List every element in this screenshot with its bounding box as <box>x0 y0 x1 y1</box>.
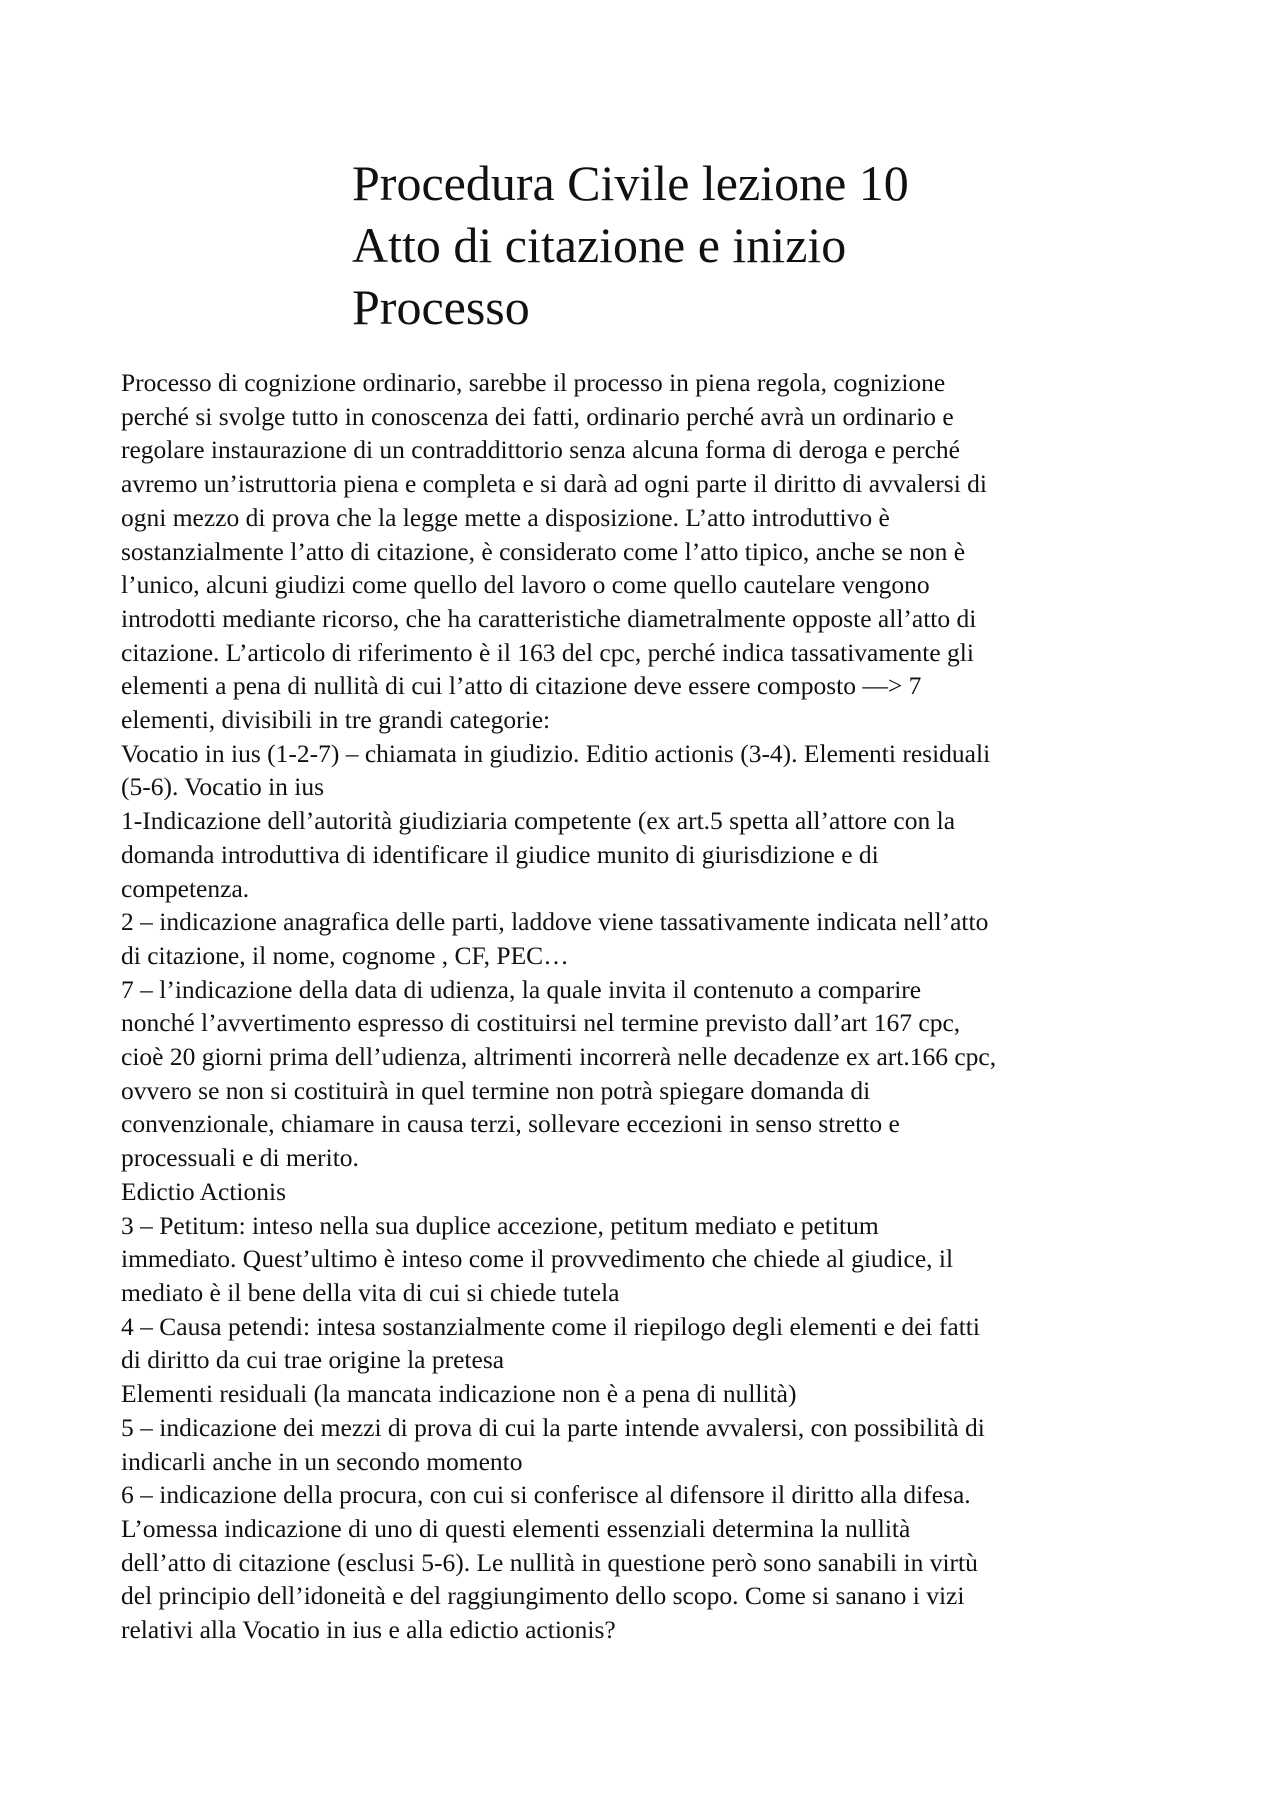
body-line: 2 – indicazione anagrafica delle parti, laddove viene tassativamente indicata nell’atto <box>121 907 989 937</box>
body-line: mediato è il bene della vita di cui si chiede tutela <box>121 1277 620 1307</box>
body-line: Vocatio in ius (1-2-7) – chiamata in giudizio. Editio actionis (3-4). Elementi residuali <box>121 738 991 768</box>
body-line: processuali e di merito. <box>121 1143 359 1173</box>
body-line: introdotti mediante ricorso, che ha caratteristiche diametralmente opposte all’atto di <box>121 603 977 633</box>
body-line: immediato. Quest’ultimo è inteso come il provvedimento che chiede al giudice, il <box>121 1244 954 1274</box>
title-line: Processo <box>352 279 530 335</box>
body-line: convenzionale, chiamare in causa terzi, sollevare eccezioni in senso stretto e <box>121 1109 900 1139</box>
body-line: perché si svolge tutto in conoscenza dei fatti, ordinario perché avrà un ordinario e <box>121 401 954 431</box>
body-line: elementi, divisibili in tre grandi categorie: <box>121 705 551 735</box>
body-line: domanda introduttiva di identificare il giudice munito di giurisdizione e di <box>121 839 879 869</box>
body-line: Edictio Actionis <box>121 1176 287 1206</box>
body-line: avremo un’istruttoria piena e completa e si darà ad ogni parte il diritto di avvalersi di <box>121 469 988 499</box>
body-line: ogni mezzo di prova che la legge mette a disposizione. L’atto introduttivo è <box>121 502 890 532</box>
body-line: 4 – Causa petendi: intesa sostanzialmente come il riepilogo degli elementi e dei fatti <box>121 1311 980 1341</box>
body-line: di diritto da cui trae origine la pretesa <box>121 1345 505 1375</box>
body-line: 7 – l’indicazione della data di udienza, la quale invita il contenuto a comparire <box>121 974 922 1004</box>
title-line: Atto di citazione e inizio <box>352 217 847 273</box>
body-line: relativi alla Vocatio in ius e alla edictio actionis? <box>121 1615 616 1645</box>
body-line: di citazione, il nome, cognome , CF, PEC… <box>121 940 569 970</box>
body-line: (5-6). Vocatio in ius <box>121 772 325 802</box>
body-line: cioè 20 giorni prima dell’udienza, altrimenti incorrerà nelle decadenze ex art.166 cpc, <box>121 1042 997 1072</box>
body-line: L’omessa indicazione di uno di questi elementi essenziali determina la nullità <box>121 1513 911 1543</box>
document-title <box>352 152 1152 338</box>
body-line: ovvero se non si costituirà in quel termine non potrà spiegare domanda di <box>121 1075 871 1105</box>
body-line: 6 – indicazione della procura, con cui si conferisce al difensore il diritto alla difesa. <box>121 1480 971 1510</box>
body-line: Processo di cognizione ordinario, sarebbe il processo in piena regola, cognizione <box>121 368 946 397</box>
body-line: indicarli anche in un secondo momento <box>121 1446 523 1476</box>
body-line: citazione. L’articolo di riferimento è il 163 del cpc, perché indica tassativamente gli <box>121 637 974 667</box>
body-line: l’unico, alcuni giudizi come quello del lavoro o come quello cautelare vengono <box>121 570 930 600</box>
body-line: elementi a pena di nullità di cui l’atto di citazione deve essere composto —> 7 <box>121 671 922 701</box>
title-line: Procedura Civile lezione 10 <box>352 155 909 211</box>
body-line: sostanzialmente l’atto di citazione, è considerato come l’atto tipico, anche se non è <box>121 536 966 566</box>
body-line: del principio dell’idoneità e del raggiungimento dello scopo. Come si sanano i vizi <box>121 1581 965 1611</box>
body-line: dell’atto di citazione (esclusi 5-6). Le nullità in questione però sono sanabili in virtù <box>121 1547 978 1577</box>
document-body <box>121 366 1181 1647</box>
body-line: nonché l’avvertimento espresso di costituirsi nel termine previsto dall’art 167 cpc, <box>121 1008 961 1038</box>
body-line: regolare instaurazione di un contraddittorio senza alcuna forma di deroga e perché <box>121 435 960 465</box>
body-line: Elementi residuali (la mancata indicazione non è a pena di nullità) <box>121 1379 797 1409</box>
body-line: 5 – indicazione dei mezzi di prova di cui la parte intende avvalersi, con possibilità di <box>121 1412 985 1442</box>
body-line: 3 – Petitum: inteso nella sua duplice accezione, petitum mediato e petitum <box>121 1210 879 1240</box>
body-line: 1-Indicazione dell’autorità giudiziaria competente (ex art.5 spetta all’attore con la <box>121 806 956 836</box>
body-line: competenza. <box>121 873 250 903</box>
